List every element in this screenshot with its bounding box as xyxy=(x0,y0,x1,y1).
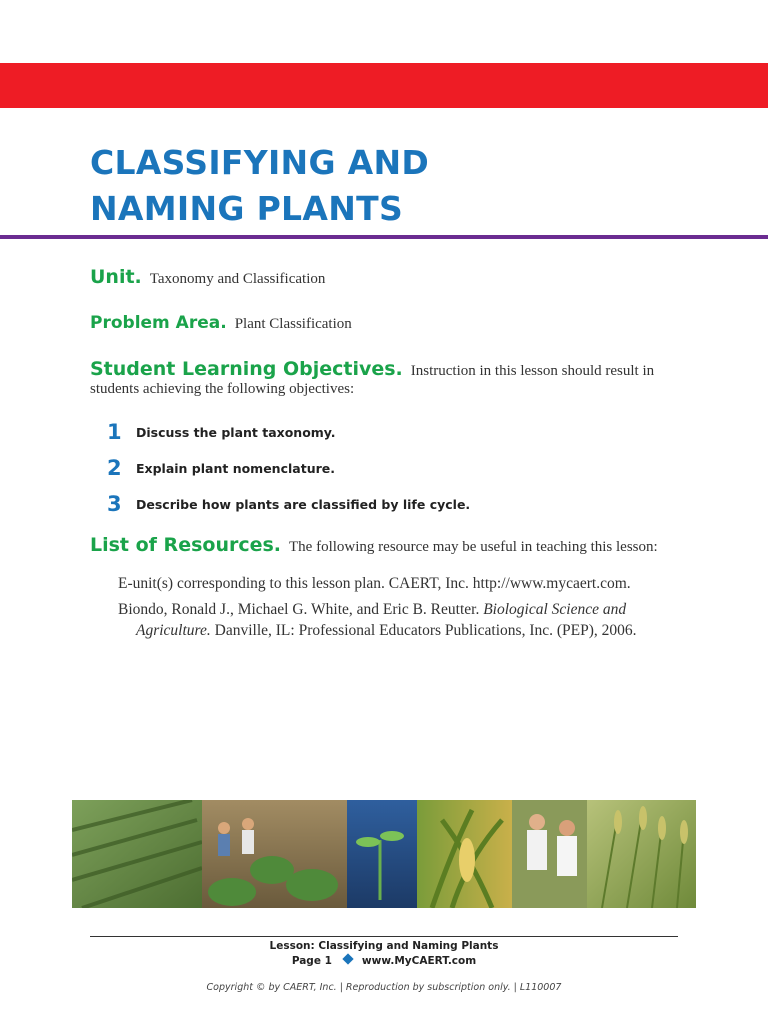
seedling-leaf xyxy=(380,831,404,841)
resource-text: Danville, IL: Professional Educators Publications, Inc. (PEP), 2006. xyxy=(210,622,637,639)
unit-label: Unit. xyxy=(90,266,142,288)
seedling-leaf xyxy=(356,837,380,847)
photo-collage xyxy=(72,800,696,908)
resource-book-title: Biological Science and Agriculture. xyxy=(136,601,627,639)
list-item xyxy=(107,450,470,486)
objective-text: Discuss the plant taxonomy. xyxy=(136,424,336,440)
lab-plant-panel xyxy=(347,800,417,908)
footer-website: www.MyCAERT.com xyxy=(361,955,477,967)
unit-section xyxy=(90,266,325,288)
diamond-icon xyxy=(342,953,353,964)
footer-lesson-title: Lesson: Classifying and Naming Plants xyxy=(269,940,499,952)
resources-section xyxy=(90,534,658,556)
crop-rows-panel xyxy=(72,800,202,908)
problem-area-label: Problem Area. xyxy=(90,313,227,333)
list-item xyxy=(107,414,470,450)
objectives-section xyxy=(90,360,690,398)
farmer-figure xyxy=(218,822,230,834)
objectives-label: Student Learning Objectives. xyxy=(90,358,403,380)
unit-value: Taxonomy and Classification xyxy=(149,271,326,287)
objective-number: 1 xyxy=(107,420,122,444)
list-item xyxy=(118,599,678,641)
header-red-band xyxy=(0,63,768,108)
farmer-figure xyxy=(242,830,254,854)
farmer-figure xyxy=(218,834,230,856)
resources-intro: The following resource may be useful in teaching this lesson: xyxy=(289,539,658,555)
problem-area-value: Plant Classification xyxy=(234,316,352,332)
scientist-figure xyxy=(557,836,577,876)
objectives-intro: Instruction in this lesson should result in students achieving the following objectives: xyxy=(90,363,655,397)
footer-divider xyxy=(90,936,678,937)
resource-text: E-unit(s) corresponding to this lesson plan. CAERT, Inc. http://www.mycaert.com. xyxy=(118,575,631,592)
objective-number: 2 xyxy=(107,456,122,480)
scientist-figure xyxy=(559,820,575,836)
problem-area-section xyxy=(90,313,352,333)
farmer-figure xyxy=(242,818,254,830)
objective-text: Explain plant nomenclature. xyxy=(136,460,335,476)
title-line-1: CLASSIFYING AND xyxy=(90,143,430,182)
resources-list xyxy=(118,573,678,646)
list-item xyxy=(118,573,678,594)
title-divider xyxy=(0,235,768,239)
objective-number: 3 xyxy=(107,492,122,516)
copyright-notice: Copyright © by CAERT, Inc. | Reproduction by subscription only. | L110007 xyxy=(206,982,562,993)
page-number: Page 1 xyxy=(291,955,332,967)
resources-label: List of Resources. xyxy=(90,534,282,556)
agriculture-photo-strip xyxy=(72,800,696,908)
list-item xyxy=(107,486,470,522)
page-title xyxy=(90,140,429,232)
footer-page-line xyxy=(0,955,768,967)
objectives-list xyxy=(107,414,470,522)
title-line-2: NAMING PLANTS xyxy=(90,189,404,228)
objective-text: Describe how plants are classified by life cycle. xyxy=(136,496,471,512)
resource-text: Biondo, Ronald J., Michael G. White, and Eric B. Reutter. xyxy=(118,601,484,618)
scientist-figure xyxy=(529,814,545,830)
corn-ear xyxy=(459,838,475,882)
scientist-figure xyxy=(527,830,547,870)
